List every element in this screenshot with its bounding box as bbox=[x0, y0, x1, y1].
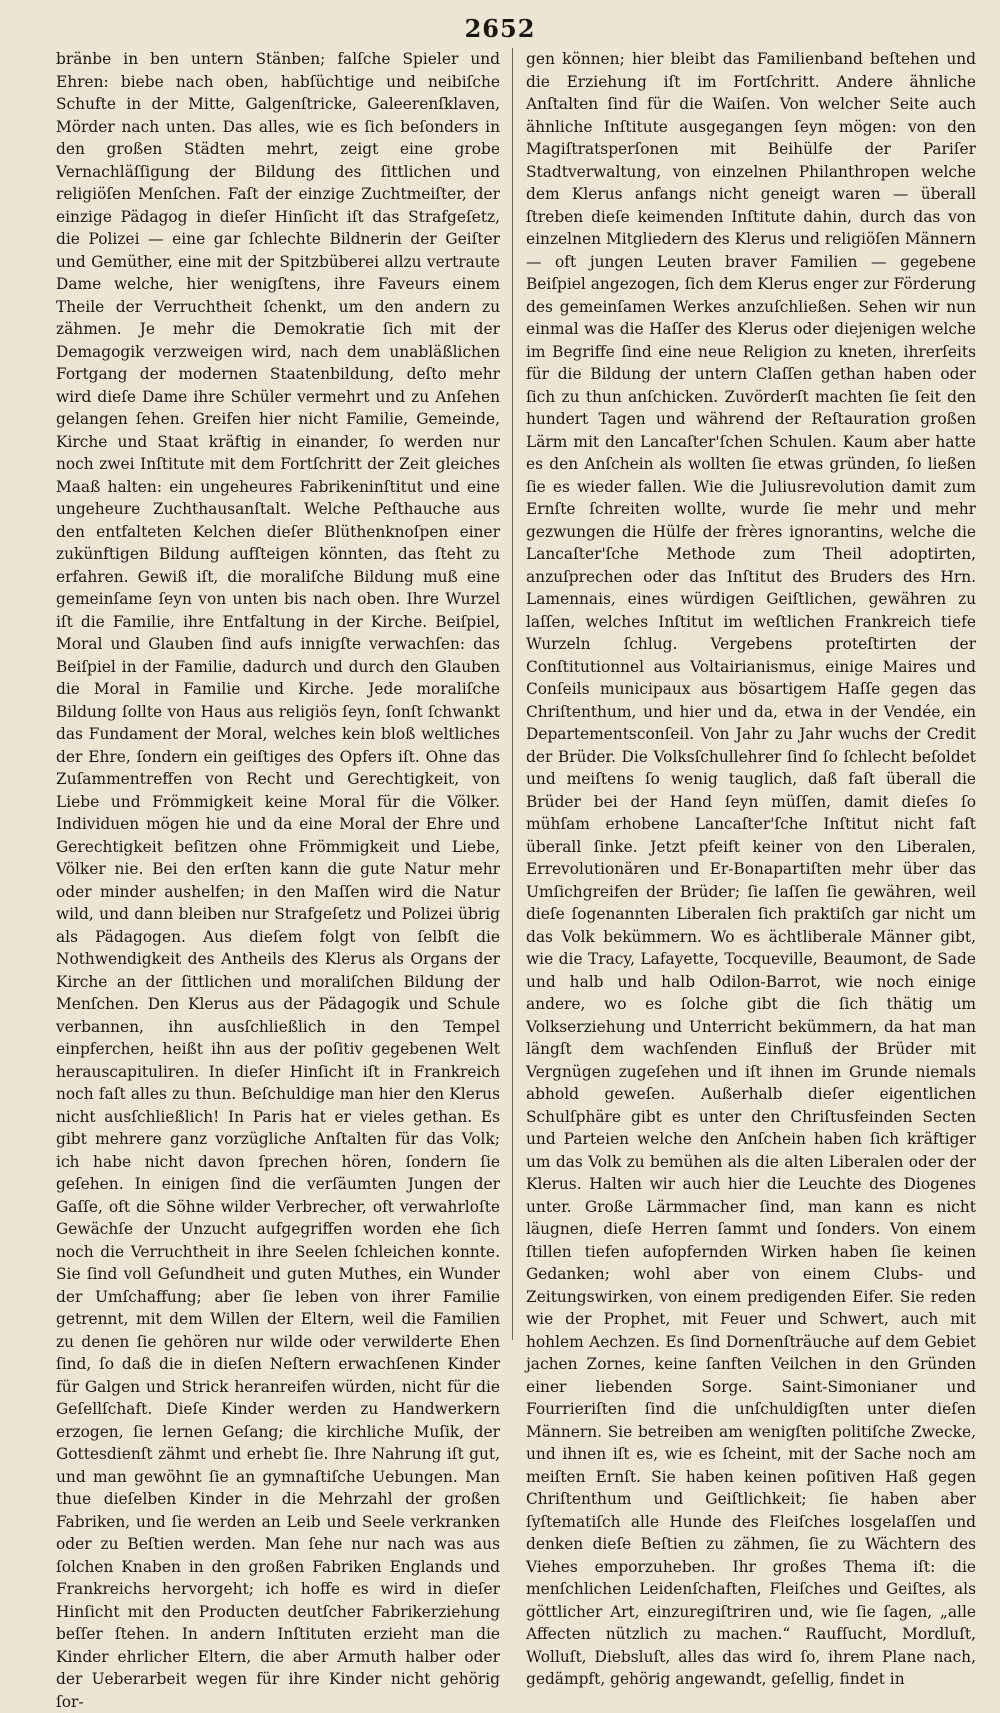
right-column-text: gen können; hier bleibt das Familienband beſtehen und die Erziehung iſt im Fortſchritt. Andere ähnliche Anſtalten ſind für die Waiſen. Von welcher Seite auch ähnliche Inſtitute ausgegangen ſeyn mögen: von den Magiſtratsperſonen mit Beihülfe der Pariſer Stadtverwaltung, von einzelnen Philanthropen welche dem Klerus anfangs nicht geneigt waren — überall ſtreben dieſe keimenden Inſtitute dahin, durch das von einzelnen Mitgliedern des Klerus und religiöſen Männern — oft jungen Leuten braver Familien — gegebene Beiſpiel angezogen, ſich dem Klerus enger zur Förderung des gemeinſamen Werkes anzuſchließen. Sehen wir nun einmal was die Haſſer des Klerus oder diejenigen welche im Begriffe ſind eine neue Religion zu kneten, ihrerſeits für die Bildung der untern Claſſen gethan haben oder ſich zu thun anſchicken. Zuvörderſt machten ſie ſeit den hundert Tagen und während der Reſtauration großen Lärm mit den Lancaſter'ſchen Schulen. Kaum aber hatte es den Anſchein als wollten ſie etwas gründen, ſo ließen ſie es wieder fallen. Wie die Juliusrevolution damit zum Ernſte ſchreiten wollte, wurde ſie mehr und mehr gezwungen die Hülfe der frères ignorantins, welche die Lancaſter'ſche Methode zum Theil adoptirten, anzuſprechen oder das Inſtitut des Bruders des Hrn. Lamennais, eines würdigen Geiſtlichen, gewähren zu laſſen, welches Inſtitut im weſtlichen Frankreich tiefe Wurzeln ſchlug. Vergebens proteſtirten der Conſtitutionnel aus Voltairianismus, einige Maires und Conſeils municipaux aus bösartigem Haſſe gegen das Chriſtenthum, und hier und da, etwa in der Vendée, ein Departementsconſeil. Von Jahr zu Jahr wuchs der Credit der Brüder. Die Volksſchullehrer ſind ſo ſchlecht beſoldet und meiſtens ſo wenig tauglich, daß faſt überall die Brüder bei der Hand ſeyn müſſen, damit dieſes ſo mühſam erhobene Lancaſter'ſche Inſtitut nicht faſt überall ſinke. Jetzt pfeift keiner von den Liberalen, Errevolutionären und Er-Bonapartiſten mehr über das Umſichgreifen der Brüder; ſie laſſen ſie gewähren, weil dieſe ſogenannten Liberalen ſich praktiſch gar nicht um das Volk bekümmern. Wo es ächtliberale Männer gibt, wie die Tracy, Lafayette, Tocqueville, Beaumont, de Sade und halb und halb Odilon-Barrot, wie noch einige andere, wo es ſolche gibt die ſich thätig um Volkserziehung und Unterricht bekümmern, da hat man längſt dem wachſenden Einfluß der Brüder mit Vergnügen zugeſehen und iſt ihnen im Grunde niemals abhold geweſen. Außerhalb dieſer eigentlichen Schulſphäre gibt es unter den Chriſtusfeinden Secten und Parteien welche den Anſchein haben ſich kräftiger um das Volk zu bemühen als die alten Liberalen oder der Klerus. Halten wir auch hier die Leuchte des Diogenes unter. Große Lärmmacher ſind, man kann es nicht läugnen, dieſe Herren ſammt und ſonders. Von einem ſtillen tiefen aufopfernden Wirken haben ſie keinen Gedanken; wohl aber von einem Clubs- und Zeitungswirken, von einem predigenden Eifer. Sie reden wie der Prophet, mit Feuer und Schwert, auch mit hohlem Aechzen. Es ſind Dornenſträuche auf dem Gebiet jachen Zornes, keine ſanften Veilchen in den Gründen einer liebenden Sorge. Saint-Simonianer und Fourrieriſten ſind die unſchuldigſten unter dieſen Männern. Sie betreiben am wenigſten politiſche Zwecke, und ihnen iſt es, wie es ſcheint, mit der Sache noch am meiſten Ernſt. Sie haben keinen poſitiven Haß gegen Chriſtenthum und Geiſtlichkeit; ſie haben aber ſyſtematiſch alle Hunde des Fleiſches losgelaſſen und denken dieſe Beſtien zu zähmen, ſie zu Wächtern des Viehes emporzuheben. Ihr großes Thema iſt: die menſchlichen Leidenſchaften, Fleiſches und Geiſtes, als göttlicher Art, einzuregiſtriren und, wie ſie ſagen, „alle Affecten nützlich zu machen.“ Raufſucht, Mordluſt, Wolluſt, Diebsluſt, alles das wird ſo, ihrem Plane nach, gedämpft, gehörig angewandt, geſellig, findet in bbox=[526, 50, 976, 1688]
column-divider bbox=[512, 48, 513, 1340]
right-column bbox=[526, 48, 976, 1688]
left-column bbox=[56, 48, 500, 1711]
left-column-text: bränbe in ben untern Stänben; falſche Spieler und Ehren: biebe nach oben, habſüchtige und neibiſche Schufte in der Mitte, Galgenſtricke, Galeerenſklaven, Mörder nach unten. Das alles, wie es ſich beſonders in den großen Städten mehrt, zeigt eine grobe Vernachläſſigung der Bildung des ſittlichen und religiöſen Menſchen. Faſt der einzige Zuchtmeiſter, der einzige Pädagog in dieſer Hinſicht iſt das Strafgeſetz, die Polizei — eine gar ſchlechte Bildnerin der Geiſter und Gemüther, eine mit der Spitzbüberei allzu vertraute Dame welche, hier wenigſtens, ihre Faveurs einem Theile der Verruchtheit ſchenkt, um den andern zu zähmen. Je mehr die Demokratie ſich mit der Demagogik verzweigen wird, nach dem unabläßlichen Fortgang der modernen Staatenbildung, deſto mehr wird dieſe Dame ihre Schüler vermehrt und zu Anſehen gelangen ſehen. Greifen hier nicht Familie, Gemeinde, Kirche und Staat kräftig in einander, ſo werden nur noch zwei Inſtitute mit dem Fortſchritt der Zeit gleiches Maaß halten: ein ungeheures Fabrikeninſtitut und eine ungeheure Zuchthausanſtalt. Welche Peſthauche aus den entfalteten Kelchen dieſer Blüthenknoſpen einer zukünftigen Bildung aufſteigen könnten, das ſteht zu erfahren. Gewiß iſt, die moraliſche Bildung muß eine gemeinſame ſeyn von unten bis nach oben. Ihre Wurzel iſt die Familie, ihre Entfaltung in der Kirche. Beiſpiel, Moral und Glauben ſind aufs innigſte verwachſen: das Beiſpiel in der Familie, dadurch und durch den Glauben die Moral in Familie und Kirche. Jede moraliſche Bildung ſollte von Haus aus religiös ſeyn, ſonſt ſchwankt das Fundament der Moral, welches kein bloß weltliches der Ehre, ſondern ein geiſtiges des Opfers iſt. Ohne das Zuſammentreffen von Recht und Gerechtigkeit, von Liebe und Frömmigkeit keine Moral für die Völker. Individuen mögen hie und da eine Moral der Ehre und Gerechtigkeit beſitzen ohne Frömmigkeit und Liebe, Völker nie. Bei den erſten kann die gute Natur mehr oder minder aushelfen; in den Maſſen wird die Natur wild, und dann bleiben nur Strafgeſetz und Polizei übrig als Pädagogen. Aus dieſem folgt von ſelbſt die Nothwendigkeit des Antheils des Klerus als Organs der Kirche an der ſittlichen und moraliſchen Bildung der Menſchen. Den Klerus aus der Pädagogik und Schule verbannen, ihn ausſchließlich in den Tempel einpferchen, heißt ihn aus der poſitiv gegebenen Welt herauscapituliren. In dieſer Hinſicht iſt in Frankreich noch faſt alles zu thun. Beſchuldige man hier den Klerus nicht ausſchließlich! In Paris hat er vieles gethan. Es gibt mehrere ganz vorzügliche Anſtalten für das Volk; ich habe nicht davon ſprechen hören, ſondern ſie geſehen. In einigen ſind die verſäumten Jungen der Gaſſe, oft die Söhne wilder Verbrecher, oft verwahrloſte Gewächſe der Unzucht aufgegriffen worden ehe ſich noch die Verruchtheit in ihre Seelen ſchleichen konnte. Sie ſind voll Geſundheit und guten Muthes, ein Wunder der Umſchaffung; aber ſie leben von ihrer Familie getrennt, mit dem Willen der Eltern, weil die Familien zu denen ſie gehören nur wilde oder verwilderte Ehen ſind, ſo daß die in dieſen Neſtern erwachſenen Kinder für Galgen und Strick heranreifen würden, nicht für die Geſellſchaft. Dieſe Kinder werden zu Handwerkern erzogen, ſie lernen Geſang; die kirchliche Muſik, der Gottesdienſt zähmt und erhebt ſie. Ihre Nahrung iſt gut, und man gewöhnt ſie an gymnaſtiſche Uebungen. Man thue dieſelben Kinder in die Mehrzahl der großen Fabriken, und ſie werden an Leib und Seele verkranken oder zu Beſtien werden. Man ſehe nur nach was aus ſolchen Knaben in den großen Fabriken Englands und Frankreichs hervorgeht; ich hoffe es wird in dieſer Hinſicht mit den Producten deutſcher Fabrikerziehung beſſer ſtehen. In andern Inſtituten erzieht man die Kinder ehrlicher Eltern, die aber Armuth halber oder der Ueberarbeit wegen für ihre Kinder nicht gehörig ſor- bbox=[56, 50, 500, 1711]
page-number: 2652 bbox=[464, 14, 536, 43]
